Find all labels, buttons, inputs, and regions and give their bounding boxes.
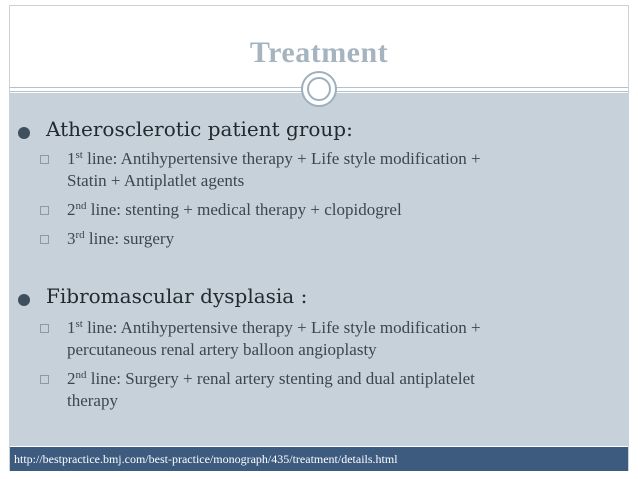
square-bullet-icon bbox=[40, 324, 49, 333]
slide-body bbox=[10, 93, 628, 446]
source-link[interactable]: http://bestpractice.bmj.com/best-practice/monograph/435/treatment/details.html bbox=[14, 452, 398, 466]
circle-ornament-icon bbox=[301, 71, 337, 107]
bullet-icon bbox=[18, 127, 30, 139]
square-bullet-icon bbox=[40, 375, 49, 384]
section-heading: Fibromascular dysplasia : bbox=[46, 284, 308, 308]
list-item: 2nd line: Surgery + renal artery stenting and dual antiplatelet therapy bbox=[67, 369, 475, 410]
footer-bar bbox=[10, 447, 628, 471]
bullet-icon bbox=[18, 294, 30, 306]
list-item: 1st line: Antihypertensive therapy + Life style modification + percutaneous renal artery balloon angioplasty bbox=[67, 318, 481, 359]
slide-title: Treatment bbox=[249, 36, 389, 69]
square-bullet-icon bbox=[40, 235, 49, 244]
square-bullet-icon bbox=[40, 206, 49, 215]
list-item: 2nd line: stenting + medical therapy + clopidogrel bbox=[67, 200, 402, 219]
square-bullet-icon bbox=[40, 155, 49, 164]
list-item: 3rd line: surgery bbox=[67, 229, 175, 248]
section-heading: Atherosclerotic patient group: bbox=[46, 117, 353, 141]
list-item: 1st line: Antihypertensive therapy + Life style modification + Statin + Antiplatlet agents bbox=[67, 149, 481, 190]
